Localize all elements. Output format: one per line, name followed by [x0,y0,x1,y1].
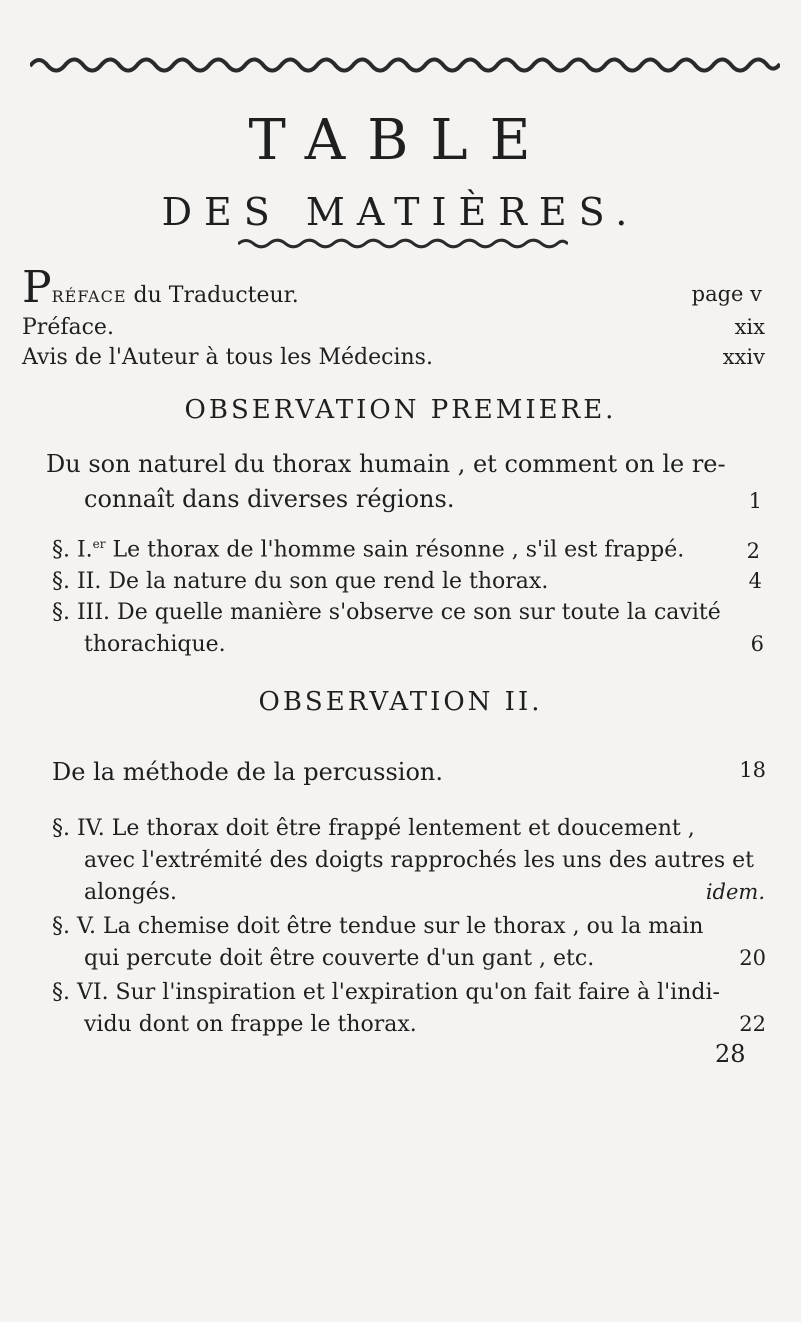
toc-entry-preface: Préface. [22,315,114,340]
section-title: Sur l'inspiration et l'expiration qu'on fait faire à l'indi- [108,980,720,1005]
toc-page-ref: 1 [748,489,762,513]
toc-page-ref: xix [734,315,765,339]
toc-summary-line: De la méthode de la percussion. [52,758,443,786]
toc-page-ref: 6 [750,632,764,656]
toc-page-ref: 2 [746,539,760,563]
section-title: De quelle manière s'observe ce son sur toute la cavité [110,600,721,625]
section-number: §. VI. [52,980,109,1005]
section-title-continued: thorachique. [84,632,226,657]
toc-section-entry [52,569,548,594]
section-superscript: er [92,537,106,551]
section-number: §. III. [52,600,111,625]
toc-section-entry [52,914,703,939]
decorative-divider [238,236,568,250]
toc-entry-label: du Traducteur. [126,283,299,308]
toc-section-entry [52,600,721,625]
section-number: §. I. [52,537,93,563]
toc-page-ref: xxiv [722,345,765,369]
toc-page-ref: 4 [748,569,762,593]
page-subtitle: DES MATIÈRES. [161,190,640,234]
drop-cap: P [22,262,52,313]
section-title-continued: qui percute doit être couverte d'un gant , etc. [84,946,595,971]
section-title: Le thorax de l'homme sain résonne , s'il est frappé. [105,537,685,563]
page-number: 28 [715,1040,746,1068]
toc-summary-line: Du son naturel du thorax humain , et comment on le re- [46,450,726,478]
section-title-continued: avec l'extrémité des doigts rapprochés les uns des autres et [84,848,754,873]
toc-summary-line: connaît dans diverses régions. [84,485,455,513]
toc-page-ref: 22 [739,1012,766,1036]
page-title: TABLE [248,108,553,173]
toc-page-ref: 20 [739,946,766,970]
toc-entry-preface-traducteur [22,262,299,313]
toc-section-entry [52,537,684,562]
section-title: Le thorax doit être frappé lentement et doucement , [104,816,695,841]
toc-entry-label-smallcaps: RÉFACE [51,287,127,306]
toc-section-entry [52,816,695,841]
toc-section-entry [52,980,720,1005]
section-title: La chemise doit être tendue sur le thorax , ou la main [96,914,704,939]
toc-page-ref: page v [691,282,762,306]
section-number: §. IV. [52,816,105,841]
toc-page-ref: idem. [705,880,765,904]
decorative-border-top [30,52,780,76]
toc-page-ref: 18 [739,758,766,782]
section-heading-observation-2: OBSERVATION II. [258,687,543,717]
section-title: De la nature du son que rend le thorax. [101,569,549,594]
section-heading-observation-1: OBSERVATION PREMIERE. [184,395,617,425]
section-number: §. V. [52,914,97,939]
section-title-continued: alongés. [84,880,177,905]
section-number: §. II. [52,569,102,594]
section-title-continued: vidu dont on frappe le thorax. [84,1012,417,1037]
toc-entry-avis: Avis de l'Auteur à tous les Médecins. [22,345,433,370]
